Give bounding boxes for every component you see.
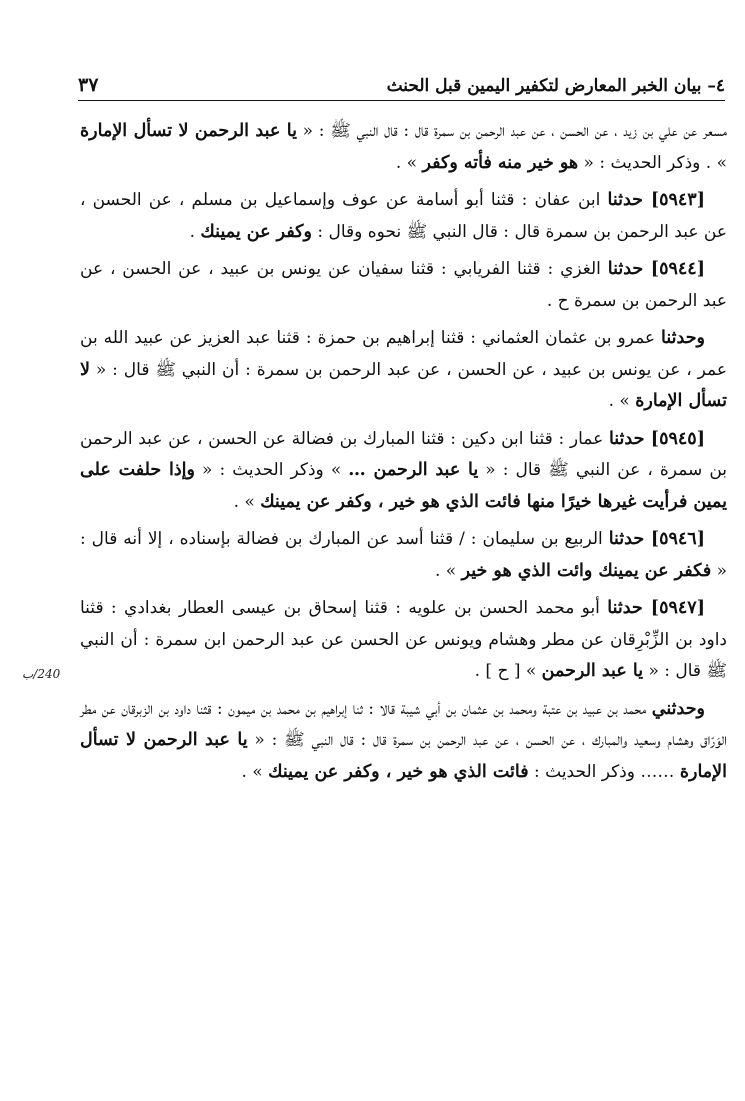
bold-segment: فكفر عن يمينك وائت الذي هو خير — [461, 560, 712, 581]
text-segment: » . — [434, 560, 462, 581]
paragraph — [80, 424, 727, 519]
bold-segment: يا عبد الرحمن لا تسأل الإمارة — [80, 121, 297, 141]
hadith-number: [٥٩٤٤] حدثنا — [607, 259, 705, 279]
hadith-number: [٥٩٤٣] حدثنا — [607, 190, 705, 210]
text-segment: عمار : قثنا ابن دكين : قثنا المبارك بن فضالة عن الحسن ، عن عبد الرحمن بن سمرة ، عن النبي ﷺ قال : « — [80, 428, 727, 480]
page-header — [78, 62, 725, 101]
paragraph — [80, 524, 727, 587]
bold-segment: وحدثني — [651, 698, 705, 719]
paragraph — [80, 323, 727, 418]
bold-segment: لا تسأل الإمارة — [80, 359, 727, 411]
bold-segment: فائت الذي هو خير ، وكفر عن يمينك — [268, 761, 529, 782]
text-segment: أبو محمد الحسن بن علويه : قثنا إسحاق بن عيسى العطار بغدادي : قثنا داود بن الزِّبْرِقان عن مطر وهشام ويونس عن الحسن عن عبد الرحمن ابن سمرة : أن النبي ﷺ قال : « — [80, 598, 727, 681]
text-segment: » . وذكر الحديث : « — [578, 152, 727, 173]
bold-segment: يا عبد الرحمن … — [348, 460, 479, 480]
hadith-text-body — [80, 116, 727, 794]
text-segment: الغزي : قثنا الفريابي : قثنا سفيان عن يونس بن عبيد ، عن الحسن ، عن عبد الرحمن بن سمرة ح . — [80, 259, 727, 311]
text-segment: » . — [241, 761, 269, 782]
manuscript-folio-note: 240/ب — [22, 667, 61, 681]
bold-segment: وحدثنا — [661, 328, 705, 348]
paragraph — [80, 694, 727, 789]
page-number: ٣٧ — [78, 74, 99, 96]
text-segment: » [ ح ] . — [474, 661, 542, 681]
hadith-number: [٥٩٤٥] حدثنا — [608, 428, 705, 449]
text-segment: . — [189, 221, 201, 242]
text-segment: » وذكر الحديث : « — [194, 460, 349, 480]
paragraph — [80, 116, 727, 179]
text-segment: عمرو بن عثمان العثماني : قثنا إبراهيم بن حمزة : قثنا عبد العزيز عن عبيد الله بن عمر ، عن يونس بن عبيد ، عن الحسن ، عن عبد الرحمن بن سمرة : أن النبي ﷺ قال : « — [80, 328, 727, 380]
hadith-number: [٥٩٤٧] حدثنا — [607, 598, 705, 618]
text-segment: » . — [395, 152, 423, 173]
bold-segment: وإذا حلفت على يمين فرأيت غيرها خيرًا منها فائت الذي هو خير ، وكفر عن يمينك — [80, 460, 727, 512]
text-segment: محمد بن عبيد بن عتبة ومحمد بن عثمان بن أبي شيبة قالا : ثنا إبراهيم بن محمد بن ميمون : قثنا داود بن الزبرقان عن مطر الوَرّاق وهشام وسعيد والمبارك ، عن الحسن ، عن عبد الرحمن بن سمرة قال : قال النبي ﷺ : « — [80, 698, 727, 750]
text-segment: …… وذكر الحديث : — [528, 761, 680, 782]
hadith-number: [٥٩٤٦] حدثنا — [608, 529, 705, 549]
text-segment: » . — [608, 391, 636, 411]
paragraph — [80, 254, 727, 317]
text-segment: » . — [233, 491, 261, 512]
bold-segment: يا عبد الرحمن — [541, 661, 644, 681]
text-segment: ابن عفان : قثنا أبو أسامة عن عوف وإسماعيل بن مسلم ، عن الحسن ، عن عبد الرحمن بن سمرة قال : قال النبي ﷺ نحوه وقال : — [80, 190, 727, 242]
bold-segment: هو خير منه فأته وكفر — [422, 152, 579, 173]
bold-segment: يا عبد الرحمن لا تسأل الإمارة — [80, 730, 727, 782]
text-segment: الربيع بن سليمان : / قثنا أسد عن المبارك بن فضالة بإسناده ، إلا أنه قال : « — [80, 529, 727, 581]
bold-segment: وكفر عن يمينك — [200, 221, 312, 242]
paragraph — [80, 593, 727, 688]
paragraph — [80, 185, 727, 248]
text-segment: مسعر عن علي بن زيد ، عن الحسن ، عن عبد الرحمن بن سمرة قال : قال النبي ﷺ : « — [296, 121, 727, 141]
chapter-title: ٤– بيان الخبر المعارض لتكفير اليمين قبل الحنث — [386, 76, 725, 96]
